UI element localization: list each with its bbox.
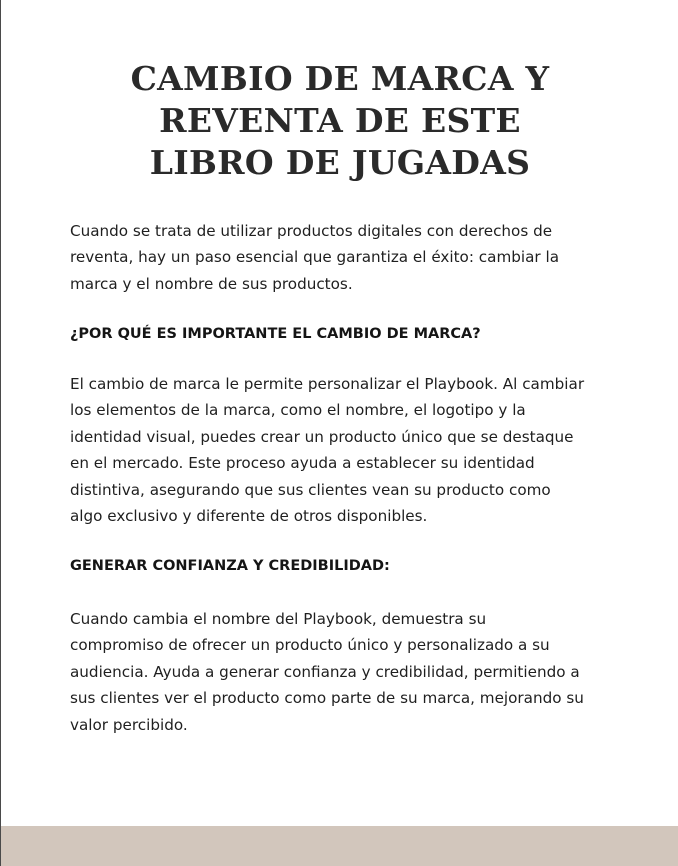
page-title <box>1 58 678 184</box>
intro-paragraph <box>70 218 630 297</box>
section-heading-trust: GENERAR CONFIANZA Y CREDIBILIDAD: <box>70 558 390 574</box>
why-rebrand-paragraph <box>70 371 630 529</box>
paragraph-line: identidad visual, puedes crear un producto único que se destaque <box>70 427 574 446</box>
paragraph-line: Cuando se trata de utilizar productos digitales con derechos de <box>70 222 553 240</box>
section-heading-why-rebrand: ¿POR QUÉ ES IMPORTANTE EL CAMBIO DE MARCA? <box>70 326 481 342</box>
footer-band <box>1 826 678 866</box>
paragraph-line: compromiso de ofrecer un producto único y personalizado a su <box>70 636 550 655</box>
paragraph-line: en el mercado. Este proceso ayuda a establecer su identidad <box>70 454 535 473</box>
trust-paragraph <box>70 606 630 738</box>
paragraph-line: audiencia. Ayuda a generar confianza y credibilidad, permitiendo a <box>70 662 580 681</box>
paragraph-line: los elementos de la marca, como el nombre, el logotipo y la <box>70 401 526 420</box>
paragraph-line: sus clientes ver el producto como parte de su marca, mejorando su <box>70 689 584 708</box>
paragraph-line: algo exclusivo y diferente de otros disponibles. <box>70 507 428 526</box>
paragraph-line: distintiva, asegurando que sus clientes vean su producto como <box>70 480 551 499</box>
title-line: LIBRO DE JUGADAS <box>149 143 531 182</box>
paragraph-line: valor percibido. <box>70 715 188 734</box>
title-line: REVENTA DE ESTE <box>159 101 521 140</box>
title-line: CAMBIO DE MARCA Y <box>130 59 550 98</box>
paragraph-line: El cambio de marca le permite personalizar el Playbook. Al cambiar <box>70 375 585 393</box>
paragraph-line: marca y el nombre de sus productos. <box>70 274 353 293</box>
paragraph-line: Cuando cambia el nombre del Playbook, demuestra su <box>70 610 487 628</box>
paragraph-line: reventa, hay un paso esencial que garantiza el éxito: cambiar la <box>70 248 560 267</box>
